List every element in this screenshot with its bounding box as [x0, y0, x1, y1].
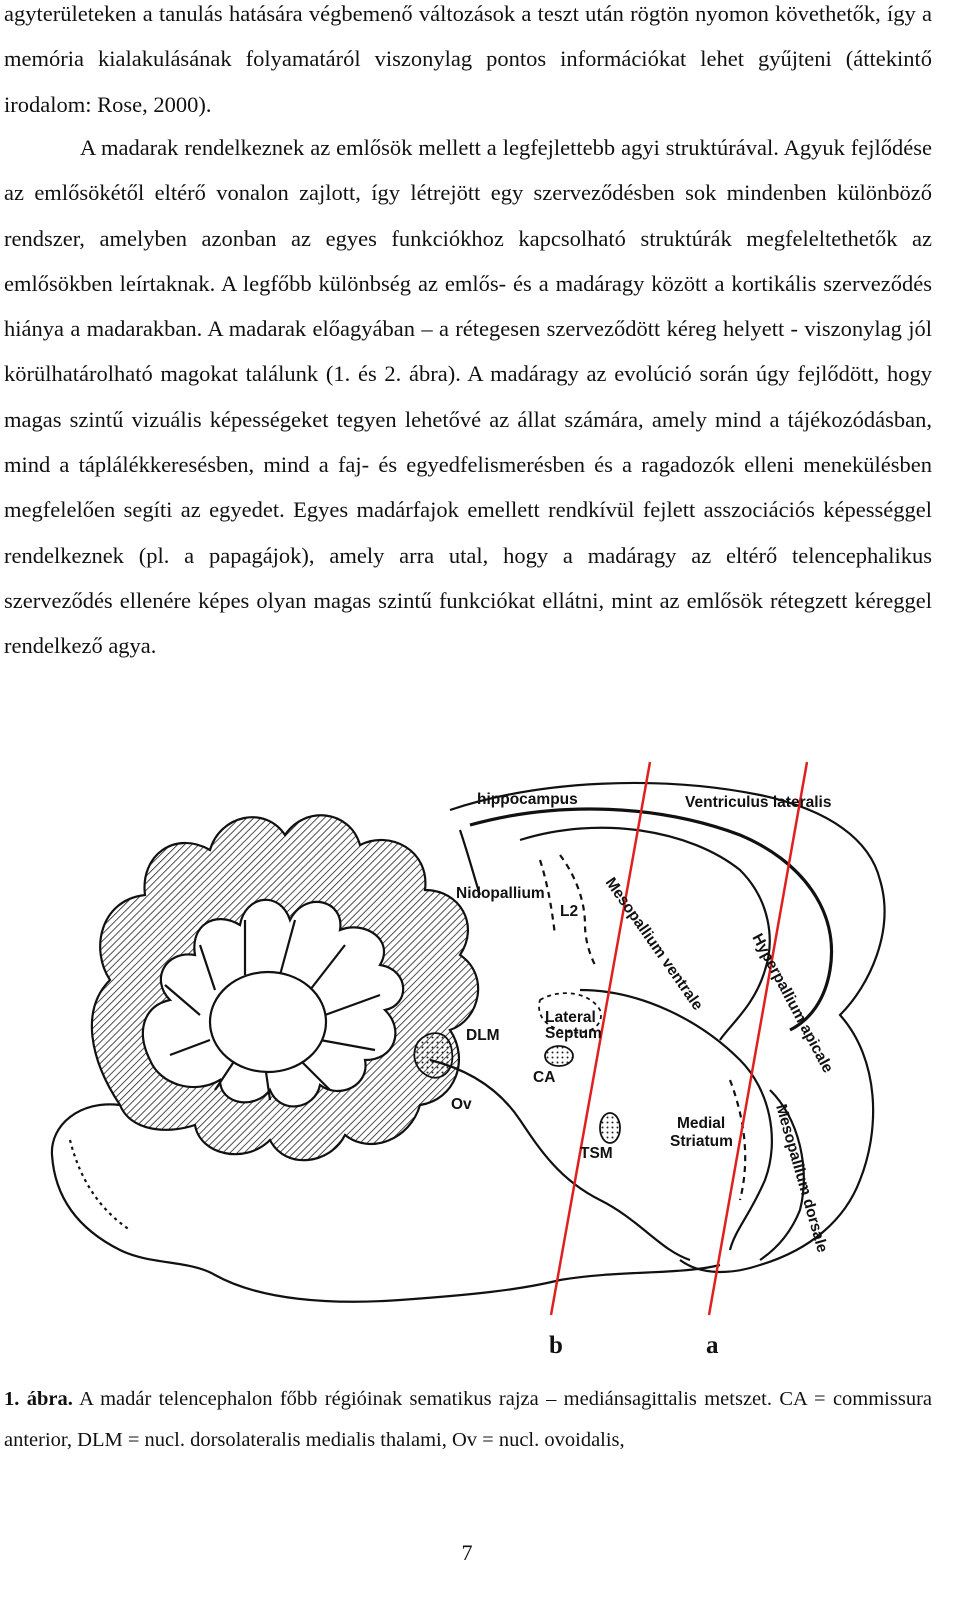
- label-hippocampus: hippocampus: [477, 791, 578, 808]
- page-number: 7: [461, 1540, 473, 1565]
- label-ov: Ov: [451, 1096, 472, 1113]
- figure-caption: [4, 1379, 932, 1461]
- label-nidopallium: Nidopallium: [456, 885, 545, 902]
- label-septum: Septum: [545, 1025, 602, 1042]
- dlm-nucleus: [414, 1033, 452, 1078]
- label-mesopallium-dorsale: Mesopallium dorsale: [772, 1102, 831, 1255]
- label-striatum: Striatum: [670, 1133, 733, 1150]
- caption-text: A madár telencephalon főbb régióinak sematikus rajza – mediánsagittalis metszet. CA = commissura anterior, DLM = nucl. dorsolateralis medialis thalami, Ov = nucl. ovoidalis,: [4, 1388, 933, 1451]
- brain-diagram: [0, 760, 960, 1380]
- label-lateral: Lateral: [545, 1009, 596, 1026]
- ca-nucleus: [545, 1046, 573, 1066]
- caption-label: 1. ábra.: [4, 1388, 73, 1410]
- label-b: b: [549, 1332, 563, 1359]
- label-a: a: [706, 1332, 719, 1359]
- label-ventriculus-lateralis: Ventriculus lateralis: [685, 794, 832, 811]
- body-paragraph: A madarak rendelkeznek az emlősök mellett a legfejlettebb agyi struktúrával. Agyuk fejlődése az emlősökétől eltérő vonalon zajlott, így létrejött egy szerveződésben sok mindenben különböző rendszer, amelyben azonban az egyes funkciókhoz kapcsolható struktúrák megfeleltethetők az emlősökben leírtaknak. A legfőbb különbség az emlős- és a madáragy között a kortikális szerveződés hiánya a madarakban. A madarak előagyában – a rétegesen szerveződött kéreg helyett - viszonylag jól körülhatárolható magokat találunk (1. és 2. ábra). A madáragy az evolúció során úgy fejlődött, hogy magas szintű vizuális képességeket tegyen lehetővé az állat számára, amely mind a tájékozódásban, mind a táplálékkeresésben, mind a faj- és egyedfelismerésben és a ragadozók elleni menekülésben megfelelően segíti az egyedet. Egyes madárfajok emellett rendkívül fejlett asszociációs képességgel rendelkeznek (pl. a papagájok), amely arra utal, hogy a madáragy az eltérő telencephalikus szerveződés ellenére képes olyan magas szintű funkciókat ellátni, mint az emlősök rétegzett kéreggel rendelkező agya.: [4, 135, 932, 659]
- label-dlm: DLM: [466, 1027, 500, 1044]
- label-ca: CA: [533, 1069, 556, 1086]
- cerebellum: [92, 815, 478, 1160]
- label-mesopallium-ventrale: Mesopallium ventrale: [601, 874, 707, 1014]
- tsm-nucleus: [600, 1113, 620, 1143]
- label-tsm: TSM: [580, 1145, 613, 1162]
- telencephalon: [450, 783, 884, 1272]
- body-paragraph: agyterületeken a tanulás hatására végbemenő változások a teszt után rögtön nyomon követhetők, így a memória kialakulásának folyamatáról viszonylag pontos információkat lehet gyűjteni (áttekintő irodalom: Rose, 2000).: [4, 1, 932, 117]
- label-l2: L2: [560, 903, 579, 920]
- figure-brain-sagittal: [0, 760, 960, 1380]
- label-hyperpallium-apicale: Hyperpallium apicale: [748, 930, 837, 1076]
- figure-labels: [451, 791, 836, 1359]
- label-medial: Medial: [677, 1115, 726, 1132]
